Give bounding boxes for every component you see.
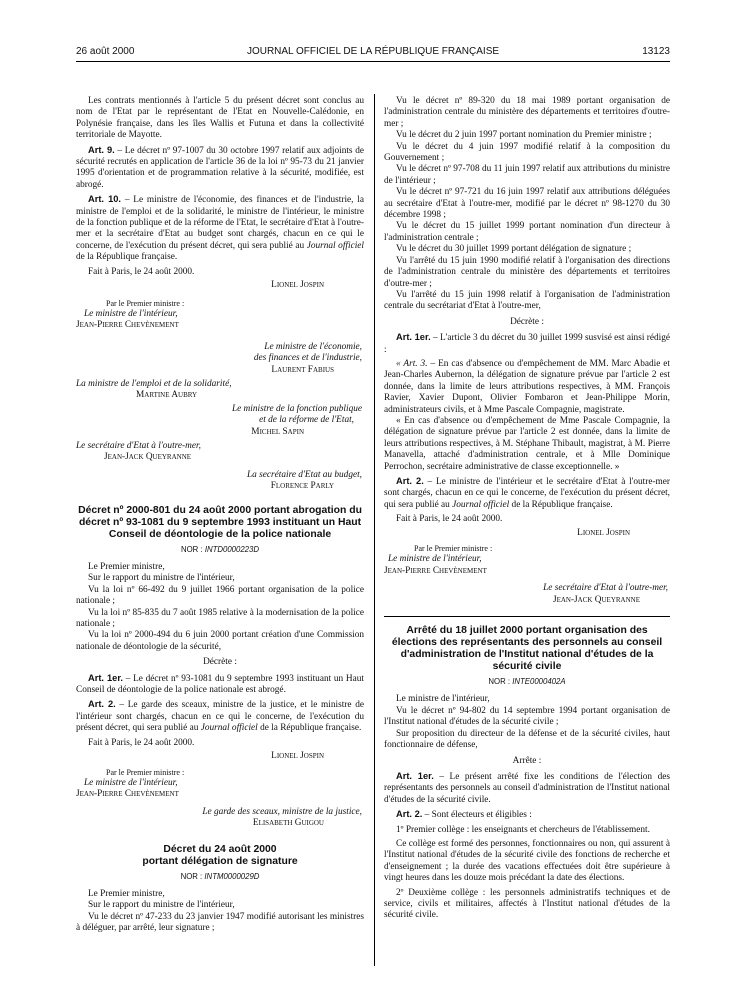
- signature-role: La ministre de l'emploi et de la solidarité,: [76, 378, 232, 389]
- nor-code: INTD0000223D: [204, 544, 259, 554]
- citation-line: Vu le décret nº 94-802 du 14 septembre 1994 portant organisation de l'Institut national d'études de la sécurité civile ;: [384, 705, 670, 728]
- article-text: – Le garde des sceaux, ministre de la justice, et le ministre de l'intérieur sont chargés, chacun en ce qui le concerne, de l'exécution du présent décret, qui sera publié au: [76, 700, 364, 734]
- citation-line: Vu le décret du 2 juin 1997 portant nomination du Premier ministre ;: [396, 130, 652, 141]
- nor-reference: [76, 871, 364, 882]
- article-label: Art. 1er.: [396, 770, 434, 781]
- citation-line: Vu la loi nº 85-835 du 7 août 1985 relative à la modernisation de la police nationale ;: [76, 607, 364, 630]
- section-separator: [384, 616, 670, 617]
- arrete-heading: Arrête :: [512, 755, 542, 766]
- article-text: – Sont électeurs et éligibles :: [422, 810, 532, 821]
- signature-role: Le ministre de l'économie,: [264, 341, 362, 352]
- signature-role: Le ministre de l'intérieur,: [388, 554, 482, 565]
- signature-role: et de la réforme de l'Etat,: [259, 415, 354, 426]
- preamble-line: Le Premier ministre,: [88, 888, 165, 899]
- article-label: Art. 2.: [88, 699, 116, 710]
- article-text: – Le décret nº 97-1007 du 30 octobre 1997 relatif aux adjoints de sécurité recrutés en application de l'article 36 de la loi nº 95-73 du 21 janvier 1995 d'orientation et de programmation relative à la sécurité, modifiée, est abrogé.: [76, 145, 364, 190]
- right-column: [384, 96, 670, 922]
- citation-line: Vu le décret du 30 juillet 1999 portant délégation de signature ;: [396, 244, 632, 255]
- article-text: – Le décret nº 93-1081 du 9 septembre 1993 instituant un Haut Conseil de déontologie de la police nationale est abrogé.: [76, 673, 364, 696]
- signature-name: Jean-Jack Queyranne: [104, 452, 192, 463]
- arrete-article-2: [384, 809, 670, 821]
- preamble-line: Sur le rapport du ministre de l'intérieur,: [88, 900, 235, 911]
- signature-role: des finances et de l'industrie,: [253, 353, 362, 364]
- article-text: – L'article 3 du décret du 30 juillet 1999 susvisé est ainsi rédigé :: [384, 333, 670, 355]
- journal-officiel-ref: Journal officiel: [306, 240, 365, 251]
- quoted-article-text: – En cas d'absence ou d'empêchement de MM. Marc Abadie et Jean-Charles Aubernon, la délégation de signature prévue par l'article 2 est donnée, dans la limite de leurs attributions respectives, à MM. François Ravier, Xavier Dupont, Olivier Fombaron et Jean-Philippe Morin, administrateurs civils, et à Mme Pascale Compagnie, magistrate.: [384, 358, 670, 415]
- signature-role: Le ministre de l'intérieur,: [84, 777, 178, 788]
- quoted-paragraph: « En cas d'absence ou d'empêchement de Mme Pascale Compagnie, la délégation de signature prévue par l'article 2 est donnée, dans la limite de leurs attributions respectives, à M. Stéphane Thibault, magistrat, à M. Pierre Manavella, attaché d'administration centrale, et à Mlle Dominique Perrochon, secrétaire administrative de classe exceptionnelle. »: [384, 415, 670, 472]
- header-journal-title: JOURNAL OFFICIEL DE LA RÉPUBLIQUE FRANÇAISE: [246, 46, 500, 57]
- article-label: Art. 2.: [396, 809, 423, 820]
- quoted-article-label: « Art. 3.: [396, 358, 428, 369]
- article-text: – Le ministre de l'intérieur et le secrétaire d'Etat à l'outre-mer sont chargés, chacun en ce qui le concerne, de l'exécution du présent décret, qui sera publié au: [384, 477, 670, 510]
- decrete-heading: Décrète :: [203, 657, 237, 668]
- nor-label: NOR :: [180, 871, 205, 881]
- nor-label: NOR :: [180, 544, 205, 554]
- decrete-heading: Décrète :: [510, 316, 544, 327]
- signature-name: Michel Sapin: [251, 426, 304, 437]
- signature-name: Jean-Pierre Chevènement: [76, 320, 179, 331]
- quoted-article-3: [384, 359, 670, 416]
- signature-role: Le ministre de la fonction publique: [231, 403, 362, 414]
- signature-name: Florence Parly: [270, 481, 334, 492]
- article-label: Art. 2.: [396, 476, 424, 486]
- article-10: [76, 194, 364, 263]
- article-text-end: de la République française.: [76, 252, 178, 263]
- article-2: [384, 476, 670, 511]
- signature-role: Le secrétaire d'Etat à l'outre-mer,: [543, 583, 668, 594]
- signature-name: Lionel Jospin: [577, 527, 630, 538]
- signature-block-3: [384, 528, 670, 606]
- citation-line: Vu la loi nº 66-492 du 9 juillet 1966 portant organisation de la police nationale ;: [76, 584, 364, 607]
- intro-paragraph: Les contrats mentionnés à l'article 5 du présent décret sont conclus au nom de l'Etat par le représentant de l'Etat en Nouvelle-Calédonie, en Polynésie française, dans les îles Wallis et Futuna et dans la collectivité territoriale de Mayotte.: [76, 96, 364, 141]
- college-1-text: Ce collège est formé des personnes, fonctionnaires ou non, qui assurent à l'Institut national d'études de la sécurité civile des fonctions de recherche et d'enseignement ; la durée des vacations effectuées doit être supérieure à vingt heures dans les douze mois précédant la date des élections.: [384, 838, 670, 884]
- signature-name: Laurent Fabius: [271, 364, 334, 375]
- signature-name: Elisabeth Guigou: [252, 818, 324, 829]
- preamble-line: Sur le rapport du ministre de l'intérieur,: [88, 573, 235, 584]
- signature-role: La secrétaire d'Etat au budget,: [247, 469, 362, 480]
- article-label: Art. 10.: [88, 194, 122, 205]
- signature-block-1: [76, 280, 364, 493]
- journal-officiel-ref: Journal officiel: [452, 499, 510, 510]
- signature-name: Jean-Pierre Chevènement: [384, 565, 487, 576]
- citation-line: Vu le décret nº 97-721 du 16 juin 1997 relatif aux attributions déléguées au secrétaire d'Etat à l'outre-mer, modifié par le décret nº 98-1270 du 30 décembre 1998 ;: [384, 187, 670, 221]
- article-1: [76, 673, 364, 697]
- article-label: Art. 1er.: [88, 672, 124, 683]
- nor-code: INTE0000402A: [512, 677, 566, 687]
- signature-name: Jean-Jack Queyranne: [552, 594, 640, 605]
- journal-officiel-ref: Journal officiel: [200, 723, 258, 734]
- signature-caption: Par le Premier ministre :: [414, 544, 493, 554]
- citation-line: Vu la loi nº 2000-494 du 6 juin 2000 portant création d'une Commission nationale de déontologie de la sécurité,: [76, 630, 364, 652]
- article-1: [384, 332, 670, 356]
- article-label: Art. 9.: [88, 144, 115, 155]
- signature-name: Jean-Pierre Chevènement: [76, 789, 179, 800]
- nor-label: NOR :: [488, 677, 513, 687]
- decree-title: Décret du 24 août 2000: [163, 843, 277, 855]
- preamble-line: Sur proposition du directeur de la défense et de la sécurité civiles, haut fonctionnaire de défense,: [384, 728, 670, 751]
- signature-name: Lionel Jospin: [271, 751, 324, 762]
- college-1-heading: 1º Premier collège : les enseignants et chercheurs de l'établissement.: [396, 824, 650, 835]
- page-header: [76, 46, 670, 60]
- article-2: [76, 699, 364, 734]
- article-text: – Le présent arrêté fixe les conditions de l'élection des représentants des personnels au conseil d'administration de l'Institut national d'études de la sécurité civile.: [384, 771, 670, 805]
- done-at-paris: Fait à Paris, le 24 août 2000.: [88, 737, 195, 748]
- citation-line: Vu l'arrêté du 15 juin 1998 relatif à l'organisation de l'administration centrale du secrétariat d'Etat à l'outre-mer,: [384, 289, 670, 312]
- citation-line: Vu le décret nº 89-320 du 18 mai 1989 portant organisation de l'administration centrale du ministère des départements et territoires d'outre-mer ;: [384, 96, 670, 129]
- signature-name: Martine Aubry: [136, 390, 198, 401]
- article-text-end: de la République française.: [257, 723, 362, 734]
- done-at-paris: Fait à Paris, le 24 août 2000.: [396, 514, 503, 525]
- nor-code: INTM0000029D: [204, 871, 260, 881]
- signature-caption: Par le Premier ministre :: [106, 767, 185, 777]
- citation-line: Vu le décret du 4 juin 1997 modifié relatif à la composition du Gouvernement ;: [384, 141, 670, 164]
- nor-reference: [384, 676, 670, 687]
- header-rule: [76, 61, 670, 62]
- left-column: [76, 96, 364, 935]
- citation-line: Vu le décret du 15 juillet 1999 portant nomination d'un directeur à l'administration centrale ;: [384, 221, 670, 243]
- citation-line: Vu le décret nº 97-708 du 11 juin 1997 relatif aux attributions du ministre de l'intérieur ;: [384, 164, 670, 186]
- article-text: – Le ministre de l'économie, des finances et de l'industrie, la ministre de l'emploi et de la solidarité, le ministre de l'intérieur, le ministre de la fonction publique et de la réforme de l'Etat, le secrétaire d'Etat à l'outre-mer et la secrétaire d'Etat au budget sont chargés, chacun en ce qui le concerne, de l'exécution du présent décret, qui sera publié au: [76, 195, 364, 251]
- preamble-line: Le ministre de l'intérieur,: [396, 694, 490, 705]
- article-text-end: de la République française.: [509, 499, 613, 510]
- signature-caption: Par le Premier ministre :: [106, 298, 185, 308]
- citation-line: Vu le décret nº 47-233 du 23 janvier 1947 modifié autorisant les ministres à déléguer, par arrêté, leur signature ;: [76, 911, 364, 934]
- signature-name: Lionel Jospin: [271, 280, 324, 291]
- header-date: 26 août 2000: [76, 46, 135, 57]
- article-9: [76, 145, 364, 192]
- decree-title: Décret nº 2000-801 du 24 août 2000 portant abrogation du décret nº 93-1081 du 9 septembre 1993 instituant un Haut Conseil de déontologie de la police nationale: [78, 504, 362, 540]
- header-page-number: 13123: [642, 46, 670, 57]
- preamble-line: Le Premier ministre,: [88, 562, 165, 572]
- done-at-paris: Fait à Paris, le 24 août 2000.: [88, 266, 195, 277]
- decree-title-line-2: portant délégation de signature: [142, 855, 298, 867]
- signature-block-2: [76, 751, 364, 829]
- college-2-heading: 2º Deuxième collège : les personnels administratifs techniques et de service, civils et militaires, affectés à l'Institut national d'études de la sécurité civile.: [384, 887, 670, 921]
- signature-role: Le secrétaire d'Etat à l'outre-mer,: [76, 440, 201, 451]
- arrete-title: Arrêté du 18 juillet 2000 portant organisation des élections des représentants des personnels au conseil d'administration de l'Institut national d'études de la sécurité civile: [391, 625, 663, 673]
- arrete-article-1: [384, 771, 670, 806]
- nor-reference: [76, 544, 364, 555]
- citation-line: Vu l'arrêté du 15 juin 1990 modifié relatif à l'organisation des directions de l'administration centrale du ministère des départements et territoires d'outre-mer ;: [384, 255, 670, 289]
- signature-role: Le ministre de l'intérieur,: [84, 308, 178, 319]
- article-label: Art. 1er.: [396, 332, 431, 343]
- signature-role: Le garde des sceaux, ministre de la justice,: [202, 806, 362, 817]
- column-divider: [374, 94, 375, 966]
